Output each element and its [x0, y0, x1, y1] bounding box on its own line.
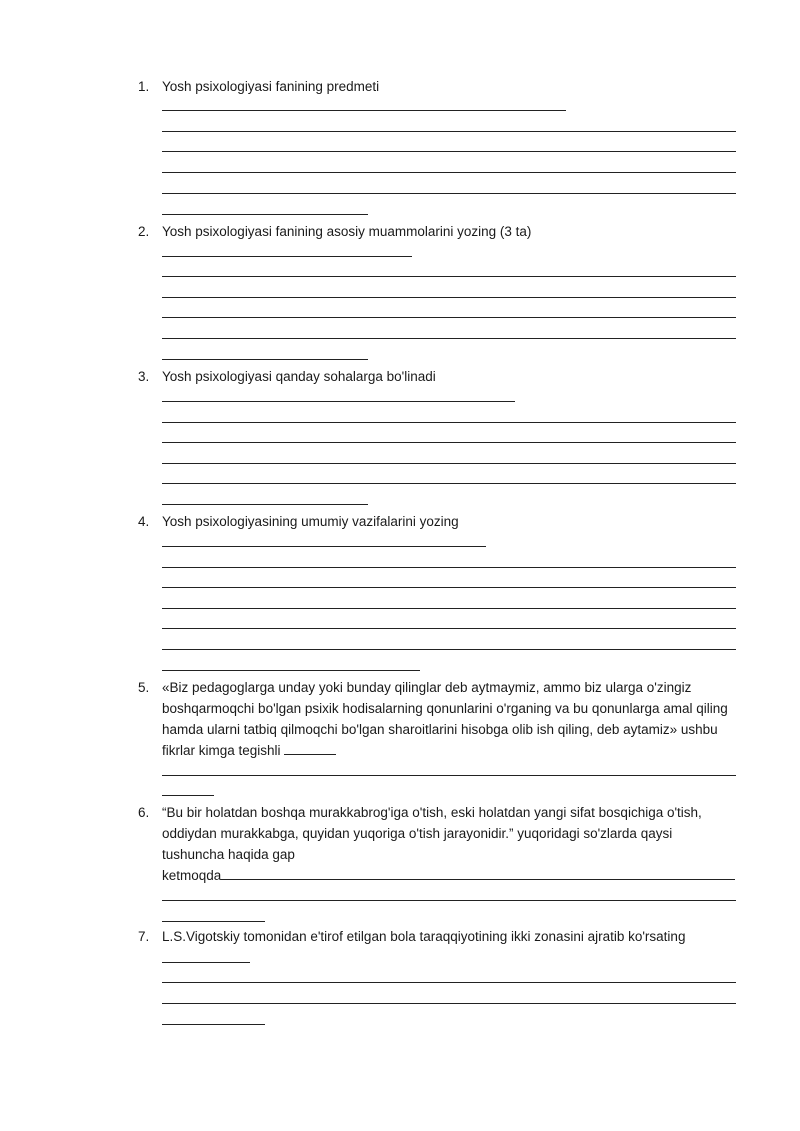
question-number: 2. — [138, 224, 150, 239]
question-number: 1. — [138, 79, 150, 94]
answer-line[interactable] — [162, 442, 736, 443]
inline-answer-blank[interactable] — [221, 866, 735, 880]
question-number: 5. — [138, 680, 150, 695]
question-text: “Bu bir holatdan boshqa murakkabrog'iga o'tish, eski holatdan yangi sifat bosqichiga o'tish, oddiydan murakkabga, quyidan yuqoriga o'tish jarayonidir.” yuqoridagi so'zlarda qaysi tushuncha haqida gap — [162, 805, 702, 862]
question-text-tail: ketmoqda — [162, 868, 222, 883]
answer-line[interactable] — [162, 172, 736, 173]
answer-line[interactable] — [162, 110, 566, 111]
answer-line[interactable] — [162, 608, 736, 609]
inline-answer-blank[interactable] — [284, 741, 336, 755]
answer-line[interactable] — [162, 567, 736, 568]
answer-line[interactable] — [162, 483, 736, 484]
question-number: 6. — [138, 805, 150, 820]
question-text: «Biz pedagoglarga unday yoki bunday qilinglar deb aytmaymiz, ammo biz ularga o'zingiz boshqarmoqchi bo'lgan psixik hodisalarning qonunlarini o'rganing va bu qonunlarga amal qiling hamda ularni tatbiq qilmoqchi bo'lgan sharoitlarini hisobga olib ish qiling, deb aytamiz» ushbu fikrlar kimga tegishli — [162, 680, 728, 758]
answer-line[interactable] — [162, 359, 368, 360]
answer-line[interactable] — [162, 670, 420, 671]
answer-line[interactable] — [162, 628, 736, 629]
answer-line[interactable] — [162, 338, 736, 339]
answer-line[interactable] — [162, 1003, 736, 1004]
answer-line[interactable] — [162, 962, 250, 963]
answer-line[interactable] — [162, 982, 736, 983]
answer-line[interactable] — [162, 463, 736, 464]
answer-line[interactable] — [162, 775, 736, 776]
question-text: Yosh psixologiyasi qanday sohalarga bo'linadi — [162, 369, 436, 384]
answer-line[interactable] — [162, 649, 736, 650]
answer-line[interactable] — [162, 131, 736, 132]
question-text: L.S.Vigotskiy tomonidan e'tirof etilgan bola taraqqiyotining ikki zonasini ajratib ko'rsating — [162, 929, 686, 944]
answer-line[interactable] — [162, 546, 486, 547]
question-text: Yosh psixologiyasi fanining predmeti — [162, 79, 380, 94]
question-number: 3. — [138, 369, 150, 384]
question-number: 4. — [138, 514, 150, 529]
question-text: Yosh psixologiyasi fanining asosiy muammolarini yozing (3 ta) — [162, 224, 532, 239]
answer-line[interactable] — [162, 587, 736, 588]
answer-line[interactable] — [162, 921, 265, 922]
answer-line[interactable] — [162, 256, 412, 257]
question-number: 7. — [138, 929, 150, 944]
answer-line[interactable] — [162, 401, 515, 402]
answer-line[interactable] — [162, 1024, 265, 1025]
answer-line[interactable] — [162, 276, 736, 277]
answer-line[interactable] — [162, 317, 736, 318]
answer-line[interactable] — [162, 151, 736, 152]
answer-line[interactable] — [162, 795, 214, 796]
answer-line[interactable] — [162, 422, 736, 423]
answer-line[interactable] — [162, 900, 736, 901]
answer-line[interactable] — [162, 193, 736, 194]
answer-line[interactable] — [162, 297, 736, 298]
answer-line[interactable] — [162, 214, 368, 215]
answer-line[interactable] — [162, 504, 368, 505]
question-text: Yosh psixologiyasining umumiy vazifalarini yozing — [162, 514, 459, 529]
